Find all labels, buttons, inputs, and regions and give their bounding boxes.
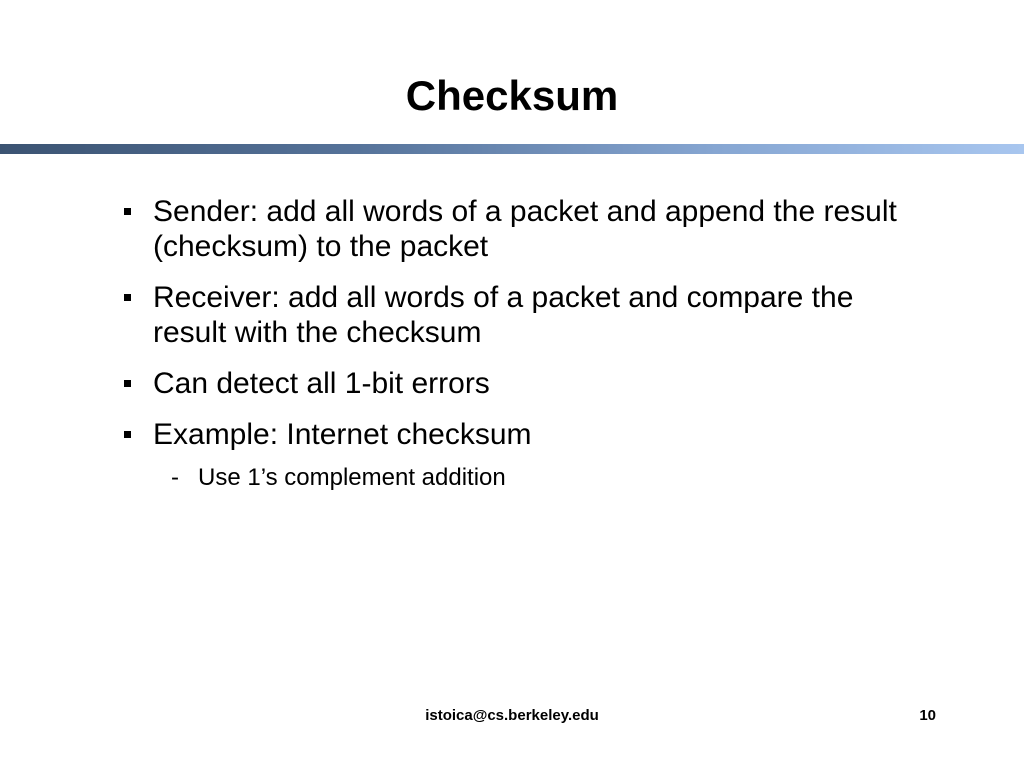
bullet-text: Sender: add all words of a packet and append the result (checksum) to the packet	[153, 195, 897, 263]
slide-title: Checksum	[405, 72, 619, 119]
square-bullet-icon	[124, 380, 131, 387]
bullet-item-detect	[0, 366, 913, 401]
bullet-text: Receiver: add all words of a packet and compare the result with the checksum	[153, 281, 854, 349]
square-bullet-icon	[124, 431, 131, 438]
sub-bullet-text: Use 1’s complement addition	[198, 464, 506, 491]
square-bullet-icon	[124, 208, 131, 215]
bullet-item-receiver	[0, 280, 913, 350]
bullet-item-sender	[0, 194, 913, 264]
sub-bullet-item	[153, 464, 913, 492]
bullet-text: Can detect all 1-bit errors	[153, 367, 490, 400]
footer-email: istoica@cs.berkeley.edu	[425, 707, 599, 724]
bullet-item-example	[0, 417, 913, 492]
bullet-text: Example: Internet checksum	[153, 418, 532, 451]
title-divider-bar	[0, 144, 1024, 154]
dash-bullet-icon: -	[171, 464, 179, 491]
page-number: 10	[919, 707, 936, 724]
square-bullet-icon	[124, 294, 131, 301]
bullet-list	[0, 194, 1024, 508]
